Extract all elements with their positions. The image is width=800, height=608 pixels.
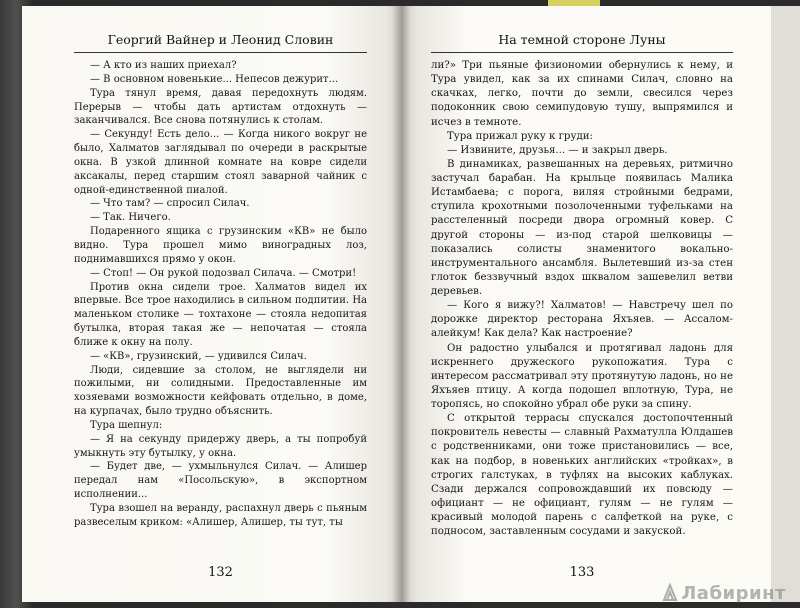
left-paragraph: Тура тянул время, давая передохнуть людям. Перерыв — чтобы дать артистам отдохнуть — заканчивался. Все снова потянулись к столам. [74,87,367,127]
right-page-number: 133 [569,565,595,580]
left-paragraph: Люди, сидевшие за столом, не выглядели ни пожилыми, ни солидными. Предоставленные им хозяевами возможности кейфовать отдельно, в доме, на курпачах, было трудно объяснить. [74,364,367,418]
left-paragraph: Подаренного ящика с грузинским «КВ» не было видно. Тура прошел мимо виноградных лоз, поднимавшихся прямо у окон. [74,226,367,265]
labirint-logo-icon [662,583,678,601]
left-paragraph: Тура шепнул: [90,419,163,431]
left-page-number: 132 [208,565,233,580]
left-paragraph: — В основном новенькие... Непесов дежурит... [90,73,339,85]
right-paragraph: — Извините, друзья... — и закрыл дверь. [447,144,668,156]
left-paragraph: — Стоп! — Он рукой подозвал Силача. — Смотри! [90,267,357,279]
right-page [401,6,771,602]
left-paragraph: — Что там? — спросил Силач. [90,198,250,210]
watermark [662,583,786,604]
book-spine [392,6,410,602]
right-page-header: На темной стороне Луны [431,32,733,53]
right-paragraph: Он радостно улыбался и протягивал ладонь для искреннего дружеского рукопожатия. Тура с интересом рассматривал эту протянутую ладонь, но не Яхъяев птицу. А когда подошел вплотную, Тура, не торопясь, но спокойно убрал обе руки за спину. [431,342,733,410]
right-paragraph: С открытой террасы спускался достопочтенный покровитель невесты — славный Рахматулла Юлдашев с родственниками, они тоже пристановились — все, как на подбор, в новеньких английских «тройках», в строгих галстуках, в туфлях на высоких каблуках. Сзади держался сопровождавший их повсюду — официант — не официант, гулям — не гулям — красивый молодой парень с салфеткой на руке, с подносом, заставленным сосудами и закуской. [431,413,733,538]
left-paragraph: — А кто из наших приехал? [90,60,237,71]
left-page-header: Георгий Вайнер и Леонид Словин [74,32,367,53]
right-paragraph: В динамиках, развешанных на деревьях, ритмично застучал барабан. На крыльце появилась Малика Истамбаева; с порога, виляя стройными бедрами, ступила крохотными позолоченными туфельками на расстеленный посреди двора огромный ковер. С другой стороны — из-под старой шелковицы — показались солисты знаменитого вокально-инструментального ансамбля. Вылетевший из-за стен глоток беззвучный вздох шквалом зашевелил ветви деревьев. [431,158,733,297]
right-paragraph: Тура прижал руку к груди: [447,130,593,142]
left-paragraph: — Будет две, — ухмыльнулся Силач. — Алишер передал нам «Посольскую», в экспортном исполнении... [74,461,367,501]
watermark-text: Лабиринт [681,583,786,604]
left-paragraph: — Я на секунду придержу дверь, а ты попробуй умыкнуть эту бутылку, у окна. [74,433,367,459]
left-paragraph: — «КВ», грузинский, — удивился Силач. [90,350,307,362]
left-paragraph: — Секунду! Есть дело... — Когда никого вокруг не было, Халматов заглядывал по очереди в раскрытые окна. В узкой длинной комнате на ковре сидели аксакалы, перед старшим стоял заварной чайник с одной-единственной пиалой. [74,129,367,196]
left-paragraph: — Так. Ничего. [90,212,171,224]
left-page [22,6,401,602]
page-edges [771,6,800,602]
right-paragraph: ли?» Три пьяные физиономии обернулись к нему, и Тура увидел, как за их спинами Силач, словно на скачках, легко, почти до земли, свесился через подоконник свою семипудовую тушу, выпрямился и исчез в темноте. [431,60,733,128]
left-paragraph: Против окна сидели трое. Халматов видел их впервые. Все трое находились в сильном подпитии. На маленьком столике — тохтахоне — стояла недопитая бутылка, вторая такая же — непочатая — стояла ближе к окну на полу. [74,281,367,348]
left-paragraph: Тура взошел на веранду, распахнул дверь с пьяным развеселым криком: «Алишер, Алишер, ты тут, ты [74,503,367,528]
right-page-text [431,59,733,539]
right-paragraph: — Кого я вижу?! Халматов! — Навстречу шел по дорожке директор ресторана Яхъяев. — Ассалом-алейкум! Как дела? Как настроение? [431,300,733,340]
left-page-text [74,59,367,530]
